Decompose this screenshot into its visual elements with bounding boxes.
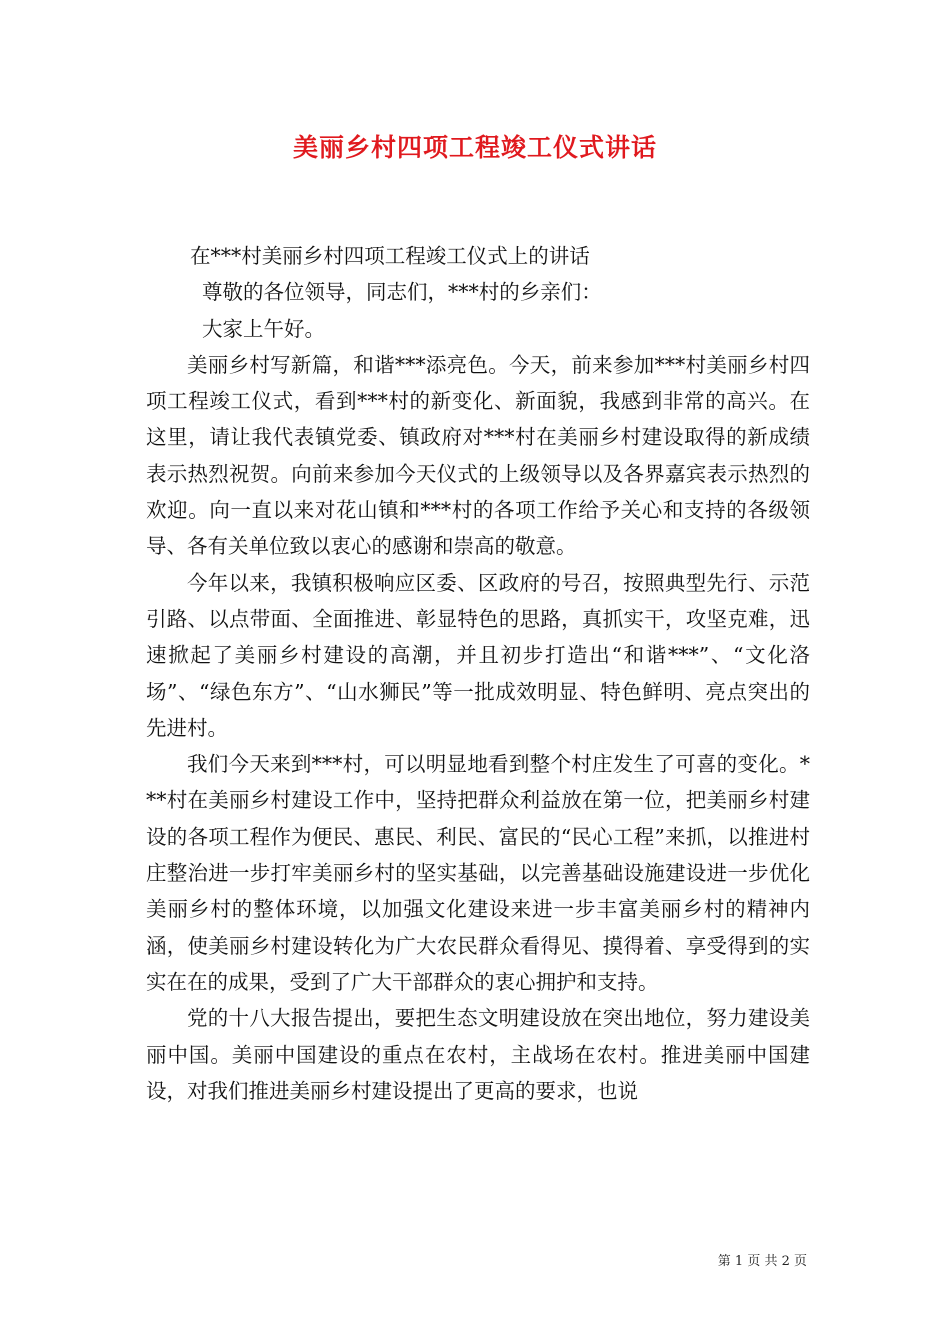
speech-subtitle: 在***村美丽乡村四项工程竣工仪式上的讲话 [190, 244, 590, 268]
paragraph-2: 今年以来，我镇积极响应区委、区政府的号召，按照典型先行、示范引路、以点带面、全面推进、彰显特色的思路，真抓实干，攻坚克难，迅速掀起了美丽乡村建设的高潮，并且初步打造出“和谐***”、“文化洛场”、“绿色东方”、“山水狮民”等一批成效明显、特色鲜明、亮点突出的先进村。 [146, 570, 810, 740]
paragraph-3: 我们今天来到***村，可以明显地看到整个村庄发生了可喜的变化。***村在美丽乡村建设工作中，坚持把群众利益放在第一位，把美丽乡村建设的各项工程作为便民、惠民、利民、富民的“民心工程”来抓，以推进村庄整治进一步打牢美丽乡村的坚实基础，以完善基础设施建设进一步优化美丽乡村的整体环境，以加强文化建设来进一步丰富美丽乡村的精神内涵，使美丽乡村建设转化为广大农民群众看得见、摸得着、享受得到的实实在在的成果，受到了广大干部群众的衷心拥护和支持。 [146, 752, 810, 994]
document-title: 美丽乡村四项工程竣工仪式讲话 [292, 133, 657, 162]
speech-hello: 大家上午好。 [202, 316, 325, 341]
speech-greeting: 尊敬的各位领导，同志们，***村的乡亲们： [202, 280, 602, 305]
paragraph-1: 美丽乡村写新篇，和谐***添亮色。今天，前来参加***村美丽乡村四项工程竣工仪式，看到***村的新变化、新面貌，我感到非常的高兴。在这里，请让我代表镇党委、镇政府对***村在美丽乡村建设取得的新成绩表示热烈祝贺。向前来参加今天仪式的上级领导以及各界嘉宾表示热烈的欢迎。向一直以来对花山镇和***村的各项工作给予关心和支持的各级领导、各有关单位致以衷心的感谢和崇高的敬意。 [146, 352, 810, 559]
paragraph-4: 党的十八大报告提出，要把生态文明建设放在突出地位，努力建设美丽中国。美丽中国建设的重点在农村，主战场在农村。推进美丽中国建设，对我们推进美丽乡村建设提出了更高的要求，也说 [146, 1006, 810, 1103]
page-footer-number: 第 1 页 共 2 页 [717, 1254, 807, 1269]
document-body [146, 238, 810, 1109]
